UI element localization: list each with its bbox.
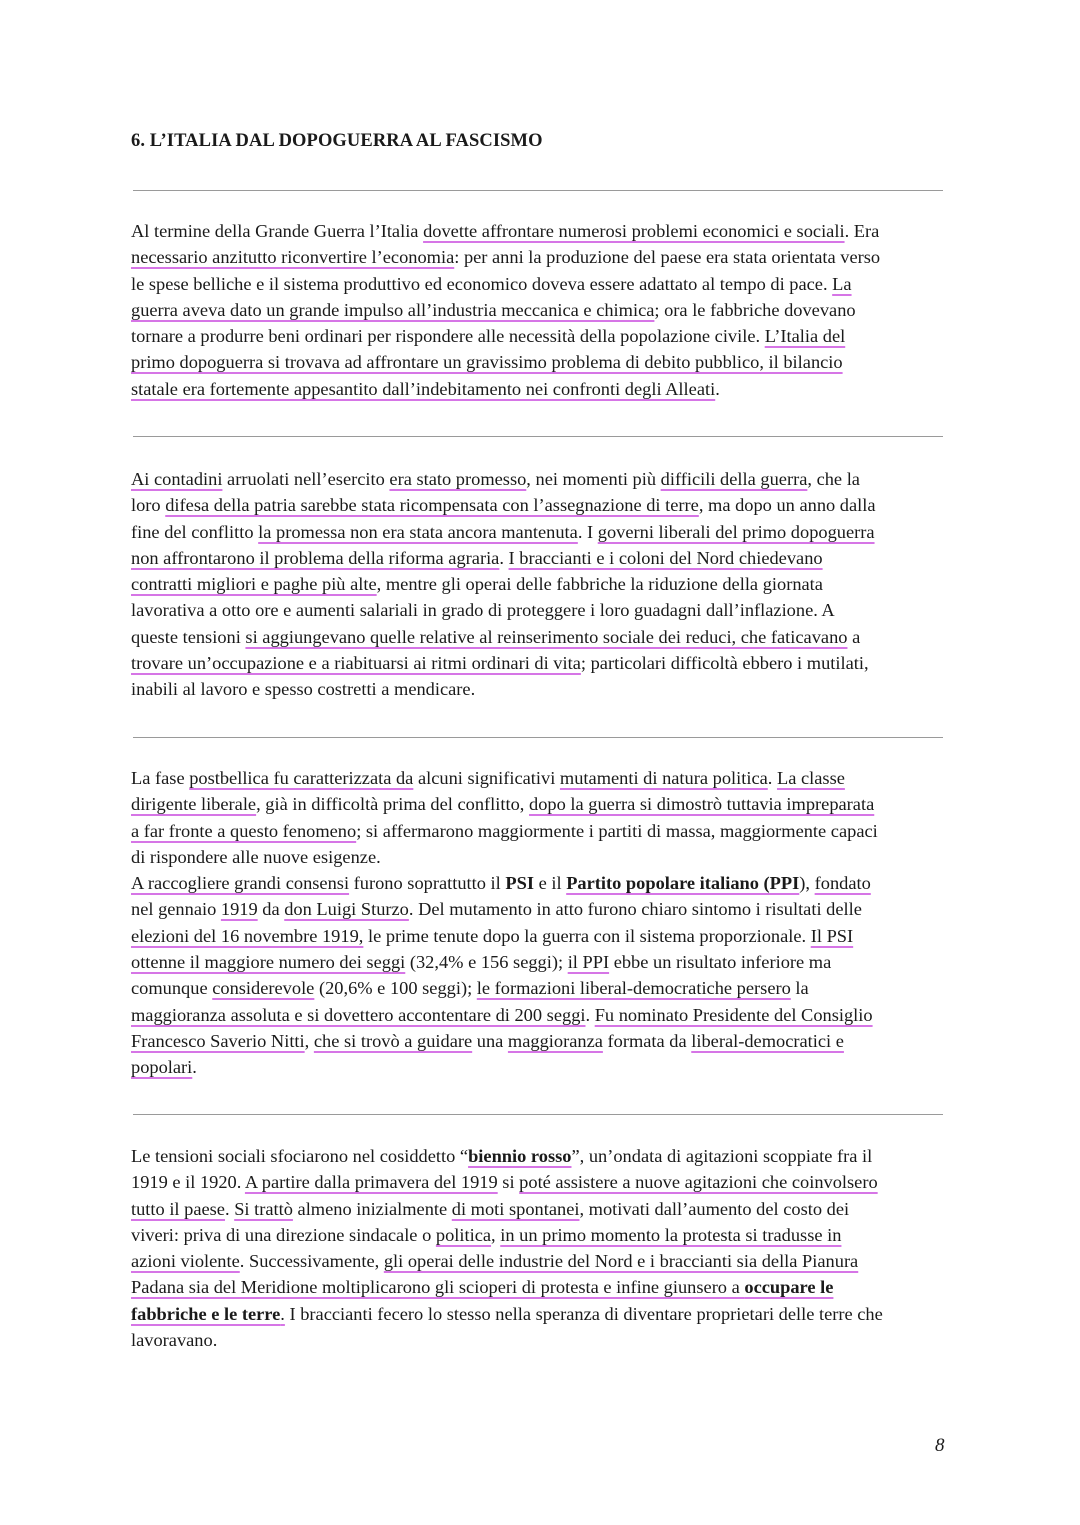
paragraph-biennio-rosso: [131, 1143, 951, 1353]
text-run: .: [499, 547, 509, 568]
text-line: [131, 1196, 951, 1222]
text-run: da: [257, 899, 285, 920]
underlined-text: A raccogliere grandi consensi: [131, 873, 350, 894]
text-line: [131, 923, 951, 949]
text-run: ebbe un risultato inferiore ma: [609, 952, 832, 973]
text-run: La fase: [131, 768, 190, 788]
underlined-text: si aggiungevano quelle relative al reinserimento sociale dei reduci, che faticavano: [245, 626, 848, 647]
text-run: a: [847, 626, 861, 647]
underlined-text: dopo la guerra si dimostrò tuttavia impreparata: [529, 794, 875, 815]
text-run: ”, un’ondata di agitazioni scoppiate fra il: [571, 1146, 873, 1166]
text-line: [131, 1028, 951, 1054]
text-run: , nei momenti più: [526, 469, 661, 489]
text-line: [131, 949, 951, 975]
underlined-text: che si trovò a guidare: [313, 1030, 473, 1051]
underlined-text: era stato promesso: [389, 469, 527, 489]
text-run: ),: [799, 873, 815, 894]
underlined-text: Ai contadini: [131, 469, 223, 489]
text-line: [131, 650, 951, 676]
text-run: si: [497, 1172, 520, 1193]
underlined-text: popolari: [131, 1057, 193, 1078]
text-run: lavorativa a otto ore e aumenti salariali in grado di proteggere i loro guadagni dall’inflazione. A: [131, 600, 835, 621]
paragraph-politics: [131, 765, 951, 1081]
text-run: .: [192, 1057, 197, 1078]
text-run: almeno inizialmente: [292, 1198, 452, 1219]
text-line: [131, 1327, 951, 1353]
text-line: [131, 1248, 951, 1274]
text-run: ; si affermarono maggiormente i partiti di massa, maggiormente capaci: [356, 820, 878, 841]
underlined-text: trovare un’occupazione e a riabituarsi ai ritmi ordinari di vita: [131, 653, 581, 674]
underlined-text: le formazioni liberal-democratiche persero: [476, 978, 791, 999]
text-line: [131, 896, 951, 922]
text-line: [131, 975, 951, 1001]
text-run: inabili al lavoro e spesso costretti a mendicare.: [131, 679, 476, 700]
text-line: [131, 870, 951, 896]
text-run: ; particolari difficoltà ebbero i mutilati,: [580, 653, 869, 674]
text-run: comunque: [131, 978, 213, 999]
text-line: [131, 545, 951, 571]
text-run: la: [790, 978, 809, 999]
text-run: .: [585, 1004, 595, 1025]
text-line: [131, 624, 951, 650]
text-run: alcuni significativi: [413, 768, 560, 788]
underlined-text: postbellica fu caratterizzata da: [189, 768, 414, 788]
bold-underlined-text: Partito popolare italiano (PPI: [566, 873, 800, 894]
text-run: fine del conflitto: [131, 521, 259, 542]
underlined-text: non affrontarono il problema della riforma agraria: [131, 547, 500, 568]
text-run: . Successivamente,: [239, 1251, 384, 1272]
underlined-text: necessario anzitutto riconvertire l’economia: [131, 247, 455, 268]
section-divider: [133, 1114, 943, 1115]
text-run: le prime tenute dopo la guerra con il sistema proporzionale.: [363, 925, 811, 946]
text-run: tornare a produrre beni ordinari per rispondere alle necessità della popolazione civile.: [131, 326, 765, 347]
underlined-text: maggioranza assoluta e si dovettero accontentare di 200 seggi: [131, 1004, 586, 1025]
text-run: una: [472, 1030, 508, 1051]
underlined-text: L’Italia del: [764, 326, 846, 347]
text-line: [131, 1054, 951, 1080]
underlined-text: mutamenti di natura politica: [559, 768, 768, 788]
text-run: Le tensioni sociali sfociarono nel cosiddetto “: [131, 1146, 469, 1166]
text-run: .: [224, 1198, 235, 1219]
text-run: I braccianti fecero lo stesso nella speranza di diventare proprietari delle terre che: [284, 1303, 883, 1324]
underlined-text: .: [280, 1303, 285, 1324]
underlined-text: La classe: [776, 768, 845, 788]
text-line: [131, 218, 951, 244]
underlined-text: a far fronte a questo fenomeno: [131, 820, 357, 841]
underlined-text: Si trattò: [234, 1198, 293, 1219]
text-line: [131, 1222, 951, 1248]
underlined-text: Il PSI: [810, 925, 854, 946]
text-run: di rispondere alle nuove esigenze.: [131, 846, 381, 867]
text-run: , già in difficoltà prima del conflitto,: [256, 794, 530, 815]
section-divider: [133, 737, 943, 738]
underlined-text: statale era fortemente appesantito dall’indebitamento nei confronti degli Alleati: [131, 378, 716, 399]
underlined-text: guerra aveva dato un grande impulso all’industria meccanica e chimica: [131, 299, 655, 320]
text-run: , ma dopo un anno dalla: [698, 495, 876, 516]
bold-underlined-text: fabbriche e le terre: [131, 1303, 281, 1324]
text-line: [131, 1301, 951, 1327]
underlined-text: in un primo momento la protesta si tradusse in: [500, 1224, 842, 1245]
bold-underlined-text: biennio rosso: [468, 1146, 572, 1166]
text-run: : per anni la produzione del paese era stata orientata verso: [454, 247, 881, 268]
text-run: .: [767, 768, 777, 788]
underlined-text: primo dopoguerra si trovava ad affrontare un gravissimo problema di debito pubblico, il bilancio: [131, 352, 843, 373]
underlined-text: dovette affrontare numerosi problemi economici e sociali: [423, 221, 845, 241]
underlined-text: difficili della guerra: [660, 469, 808, 489]
text-line: [131, 818, 951, 844]
text-run: ; ora le fabbriche dovevano: [654, 299, 856, 320]
underlined-text: Fu nominato Presidente del Consiglio: [594, 1004, 873, 1025]
text-run: formata da: [602, 1030, 692, 1051]
underlined-text: liberal-democratici e: [691, 1030, 844, 1051]
underlined-text: dirigente liberale: [131, 794, 257, 815]
underlined-text: azioni violente: [131, 1251, 240, 1272]
text-run: (20,6% e 100 seggi);: [314, 978, 477, 999]
underlined-text: politica: [435, 1224, 492, 1245]
text-line: [131, 271, 951, 297]
underlined-text: il PPI: [567, 952, 610, 973]
text-run: ,: [491, 1224, 501, 1245]
text-run: , motivati dall’aumento del costo dei: [579, 1198, 850, 1219]
text-line: [131, 297, 951, 323]
section-divider: [133, 436, 943, 437]
bold-text: PSI: [505, 873, 534, 894]
text-line: [131, 466, 951, 492]
text-run: le spese belliche e il sistema produttivo ed economico doveva essere adattato al tempo di pace.: [131, 273, 833, 294]
text-run: viveri: priva di una direzione sindacale o: [131, 1224, 436, 1245]
text-run: . Era: [844, 221, 880, 241]
text-line: [131, 323, 951, 349]
text-run: , che la: [807, 469, 860, 489]
text-run: loro: [131, 495, 166, 516]
text-run: queste tensioni: [131, 626, 246, 647]
text-run: .: [715, 378, 720, 399]
underlined-text: governi liberali del primo dopoguerra: [597, 521, 875, 542]
text-run: Al termine della Grande Guerra l’Italia: [131, 221, 424, 241]
text-run: nel gennaio: [131, 899, 221, 920]
underlined-text: don Luigi Sturzo: [284, 899, 409, 920]
text-run: . I: [577, 521, 598, 542]
text-line: [131, 676, 951, 702]
text-line: [131, 349, 951, 375]
bold-underlined-text: occupare le: [744, 1277, 834, 1298]
text-line: [131, 492, 951, 518]
text-line: [131, 765, 951, 791]
text-run: e il: [534, 873, 567, 894]
underlined-text: tutto il paese: [131, 1198, 225, 1219]
text-run: furono soprattutto il: [349, 873, 506, 894]
text-line: [131, 571, 951, 597]
text-line: [131, 1169, 951, 1195]
text-run: , mentre gli operai delle fabbriche la riduzione della giornata: [376, 574, 823, 595]
underlined-text: La: [832, 273, 852, 294]
text-line: [131, 244, 951, 270]
text-line: [131, 1002, 951, 1028]
text-line: [131, 597, 951, 623]
underlined-text: maggioranza: [507, 1030, 603, 1051]
underlined-text: gli operai delle industrie del Nord e i braccianti sia della Pianura: [383, 1251, 859, 1272]
underlined-text: A partire dalla primavera del 1919: [244, 1172, 498, 1193]
text-run: lavoravano.: [131, 1330, 218, 1351]
paragraph-economy: [131, 218, 951, 402]
underlined-text: di moti spontanei: [451, 1198, 580, 1219]
text-line: [131, 1143, 951, 1169]
text-line: [131, 844, 951, 870]
text-run: arruolati nell’esercito: [222, 469, 390, 489]
text-run: (32,4% e 156 seggi);: [405, 952, 568, 973]
underlined-text: 1919: [220, 899, 258, 920]
text-run: . Del mutamento in atto furono chiaro sintomo i risultati delle: [408, 899, 862, 920]
underlined-text: poté assistere a nuove agitazioni che coinvolsero: [519, 1172, 878, 1193]
paragraph-peasants: [131, 466, 951, 703]
underlined-text: I braccianti e i coloni del Nord chiedevano: [508, 547, 823, 568]
text-line: [131, 1274, 951, 1300]
underlined-text: considerevole: [212, 978, 315, 999]
underlined-text: Francesco Saverio Nitti: [131, 1030, 305, 1051]
underlined-text: Padana sia del Meridione moltiplicarono gli scioperi di protesta e infine giunsero a: [131, 1277, 745, 1298]
page-title: 6. L’ITALIA DAL DOPOGUERRA AL FASCISMO: [131, 131, 543, 151]
page-number: 8: [935, 1435, 945, 1456]
underlined-text: la promessa non era stata ancora mantenuta: [258, 521, 578, 542]
underlined-text: difesa della patria sarebbe stata ricompensata con l’assegnazione di terre: [165, 495, 699, 516]
underlined-text: elezioni del 16 novembre 1919,: [131, 925, 364, 946]
text-run: ,: [304, 1030, 314, 1051]
text-line: [131, 376, 951, 402]
underlined-text: contratti migliori e paghe più alte: [131, 574, 377, 595]
text-line: [131, 791, 951, 817]
text-run: 1919 e il 1920.: [131, 1172, 245, 1193]
underlined-text: ottenne il maggiore numero dei seggi: [131, 952, 406, 973]
section-divider: [133, 190, 943, 191]
underlined-text: fondato: [814, 873, 871, 894]
text-line: [131, 519, 951, 545]
